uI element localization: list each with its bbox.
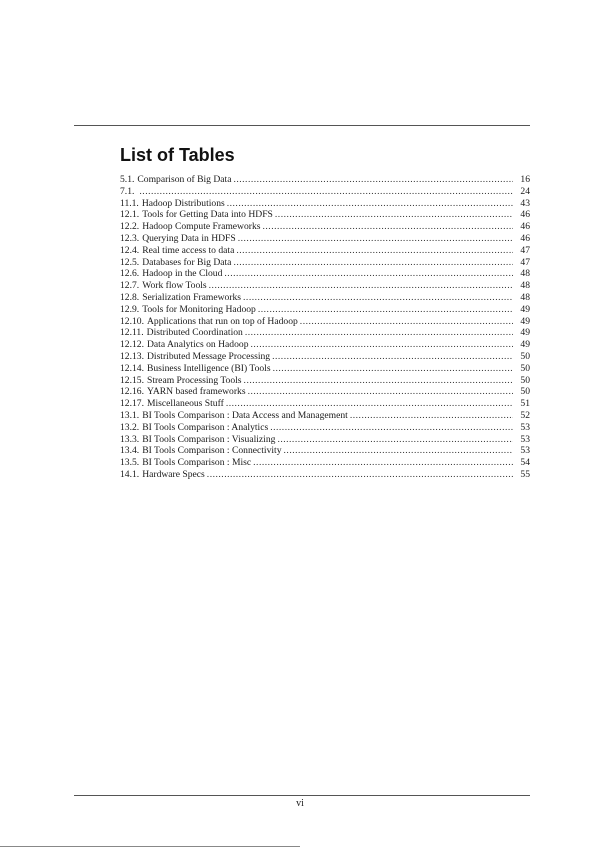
toc-entry-number: 12.6. <box>120 268 140 280</box>
toc-entry-number: 7.1. <box>120 185 135 197</box>
toc-entry[interactable] <box>120 186 530 198</box>
dot-leader <box>273 363 513 375</box>
toc-entry[interactable] <box>120 434 530 446</box>
toc-entry-label[interactable]: YARN based frameworks <box>146 386 246 398</box>
toc-entry-page[interactable]: 46 <box>520 232 530 244</box>
dot-leader <box>236 245 513 257</box>
toc-entry-number: 12.11. <box>120 327 144 339</box>
toc-entry-number: 14.1. <box>120 468 140 480</box>
toc-entry-page[interactable]: 48 <box>520 268 530 280</box>
dot-leader <box>258 304 513 316</box>
toc-entry[interactable] <box>120 280 530 292</box>
toc-entry-number: 13.5. <box>120 457 140 469</box>
dot-leader <box>139 186 513 198</box>
toc-entry-label[interactable]: Business Intelligence (BI) Tools <box>146 362 271 374</box>
dot-leader <box>263 221 514 233</box>
toc-entry-page[interactable]: 53 <box>520 433 530 445</box>
toc-entry-label[interactable]: Querying Data in HDFS <box>142 232 236 244</box>
toc-entry-label[interactable]: Work flow Tools <box>142 280 207 292</box>
toc-entry-page[interactable]: 49 <box>520 339 530 351</box>
toc-entry-page[interactable]: 49 <box>520 327 530 339</box>
toc-entry-label[interactable]: BI Tools Comparison : Analytics <box>142 421 269 433</box>
toc-entry-label[interactable]: Hadoop Distributions <box>141 197 225 209</box>
toc-entry[interactable] <box>120 445 530 457</box>
toc-entry[interactable] <box>120 233 530 245</box>
toc-entry-page[interactable]: 49 <box>520 315 530 327</box>
toc-entry[interactable] <box>120 268 530 280</box>
toc-entry[interactable] <box>120 304 530 316</box>
toc-entry-number: 12.7. <box>120 280 140 292</box>
toc-entry-label[interactable]: Applications that run on top of Hadoop <box>146 315 298 327</box>
dot-leader <box>270 422 513 434</box>
dot-leader <box>245 327 513 339</box>
dot-leader <box>238 233 513 245</box>
toc-entry-page[interactable]: 43 <box>520 197 530 209</box>
dot-leader <box>243 292 513 304</box>
toc-entry-page[interactable]: 47 <box>520 256 530 268</box>
toc-entry-label[interactable]: BI Tools Comparison : Misc <box>142 457 252 469</box>
toc-entry[interactable] <box>120 339 530 351</box>
toc-entry-page[interactable]: 53 <box>520 445 530 457</box>
list-of-tables <box>120 174 530 481</box>
dot-leader <box>275 209 513 221</box>
toc-entry-page[interactable]: 55 <box>520 468 530 480</box>
toc-entry-number: 12.3. <box>120 232 140 244</box>
dot-leader <box>244 375 513 387</box>
toc-entry-page[interactable]: 53 <box>520 421 530 433</box>
toc-entry-page[interactable]: 54 <box>520 457 530 469</box>
dot-leader <box>253 457 513 469</box>
dot-leader <box>226 398 513 410</box>
toc-entry-label[interactable]: Distributed Coordination <box>146 327 243 339</box>
toc-entry-number: 12.5. <box>120 256 140 268</box>
toc-entry-number: 12.15. <box>120 374 144 386</box>
toc-entry[interactable] <box>120 174 530 186</box>
toc-entry-page[interactable]: 52 <box>520 409 530 421</box>
toc-entry-number: 12.13. <box>120 350 144 362</box>
dot-leader <box>227 198 513 210</box>
toc-entry-label[interactable]: Comparison of Big Data <box>137 174 232 185</box>
page-number: vi <box>296 798 304 809</box>
footer-rule <box>74 795 530 796</box>
dot-leader <box>248 386 513 398</box>
page-bottom-rule <box>0 846 300 847</box>
toc-entry[interactable] <box>120 398 530 410</box>
toc-entry-page[interactable]: 16 <box>520 174 530 185</box>
toc-entry-number: 12.4. <box>120 244 140 256</box>
toc-entry[interactable] <box>120 363 530 375</box>
toc-entry[interactable] <box>120 316 530 328</box>
toc-entry[interactable] <box>120 422 530 434</box>
dot-leader <box>300 316 513 328</box>
toc-entry-number: 11.1. <box>120 197 139 209</box>
dot-leader <box>251 339 514 351</box>
dot-leader <box>233 257 513 269</box>
toc-entry-label[interactable]: Tools for Monitoring Hadoop <box>142 303 256 315</box>
dot-leader <box>224 268 513 280</box>
toc-entry[interactable] <box>120 327 530 339</box>
toc-entry-label[interactable]: Serialization Frameworks <box>142 291 242 303</box>
toc-entry[interactable] <box>120 245 530 257</box>
toc-entry-label[interactable]: Tools for Getting Data into HDFS <box>142 209 273 221</box>
toc-entry-label[interactable]: Real time access to data <box>142 244 235 256</box>
toc-entry[interactable] <box>120 221 530 233</box>
toc-entry-page[interactable]: 46 <box>520 209 530 221</box>
toc-entry-number: 5.1. <box>120 174 135 185</box>
toc-entry-number: 12.8. <box>120 291 140 303</box>
toc-entry-label[interactable]: Databases for Big Data <box>142 256 232 268</box>
toc-entry-page[interactable]: 48 <box>520 291 530 303</box>
toc-entry-page[interactable]: 46 <box>520 221 530 233</box>
toc-entry-label[interactable]: Data Analytics on Hadoop <box>146 339 249 351</box>
toc-entry-label[interactable]: Hadoop Compute Frameworks <box>142 221 261 233</box>
toc-entry-label[interactable]: BI Tools Comparison : Data Access and Management <box>142 409 348 421</box>
toc-entry-number: 12.16. <box>120 386 144 398</box>
dot-leader <box>277 434 513 446</box>
dot-leader <box>233 174 513 186</box>
toc-entry-page[interactable]: 50 <box>520 386 530 398</box>
toc-entry-page[interactable]: 50 <box>520 362 530 374</box>
dot-leader <box>272 351 513 363</box>
toc-entry-page[interactable]: 50 <box>520 374 530 386</box>
toc-entry-label[interactable]: Miscellaneous Stuff <box>146 398 224 410</box>
toc-entry-page[interactable]: 24 <box>520 185 530 197</box>
toc-entry[interactable] <box>120 351 530 363</box>
toc-entry-label[interactable]: Stream Processing Tools <box>146 374 242 386</box>
toc-entry-number: 12.1. <box>120 209 140 221</box>
toc-entry[interactable] <box>120 209 530 221</box>
dot-leader <box>207 469 513 481</box>
dot-leader <box>209 280 513 292</box>
toc-entry-number: 12.14. <box>120 362 144 374</box>
toc-entry-number: 12.17. <box>120 398 144 410</box>
dot-leader <box>284 445 513 457</box>
toc-entry-label[interactable]: Distributed Message Processing <box>146 350 271 362</box>
toc-entry-number: 13.3. <box>120 433 140 445</box>
toc-entry-page[interactable]: 49 <box>520 303 530 315</box>
toc-entry-number: 12.9. <box>120 303 140 315</box>
toc-entry-number: 12.2. <box>120 221 140 233</box>
toc-entry-number: 13.4. <box>120 445 140 457</box>
toc-entry-label[interactable]: BI Tools Comparison : Visualizing <box>142 433 276 445</box>
toc-entry-label[interactable]: BI Tools Comparison : Connectivity <box>142 445 282 457</box>
toc-entry-page[interactable]: 50 <box>520 350 530 362</box>
toc-entry-number: 12.12. <box>120 339 144 351</box>
toc-entry-page[interactable]: 48 <box>520 280 530 292</box>
toc-entry-number: 13.1. <box>120 409 140 421</box>
toc-entry-number: 13.2. <box>120 421 140 433</box>
toc-entry-label[interactable]: Hadoop in the Cloud <box>142 268 223 280</box>
toc-entry[interactable] <box>120 469 530 481</box>
dot-leader <box>350 410 513 422</box>
header-rule <box>74 125 530 126</box>
toc-entry[interactable] <box>120 292 530 304</box>
toc-entry-page[interactable]: 51 <box>520 398 530 410</box>
toc-entry[interactable] <box>120 198 530 210</box>
toc-entry[interactable] <box>120 386 530 398</box>
toc-entry[interactable] <box>120 410 530 422</box>
toc-entry-number: 12.10. <box>120 315 144 327</box>
toc-entry-label[interactable]: Hardware Specs <box>142 468 205 480</box>
toc-entry[interactable] <box>120 457 530 469</box>
page-title: List of Tables <box>120 145 235 165</box>
toc-entry[interactable] <box>120 257 530 269</box>
toc-entry-page[interactable]: 47 <box>520 244 530 256</box>
toc-entry[interactable] <box>120 375 530 387</box>
